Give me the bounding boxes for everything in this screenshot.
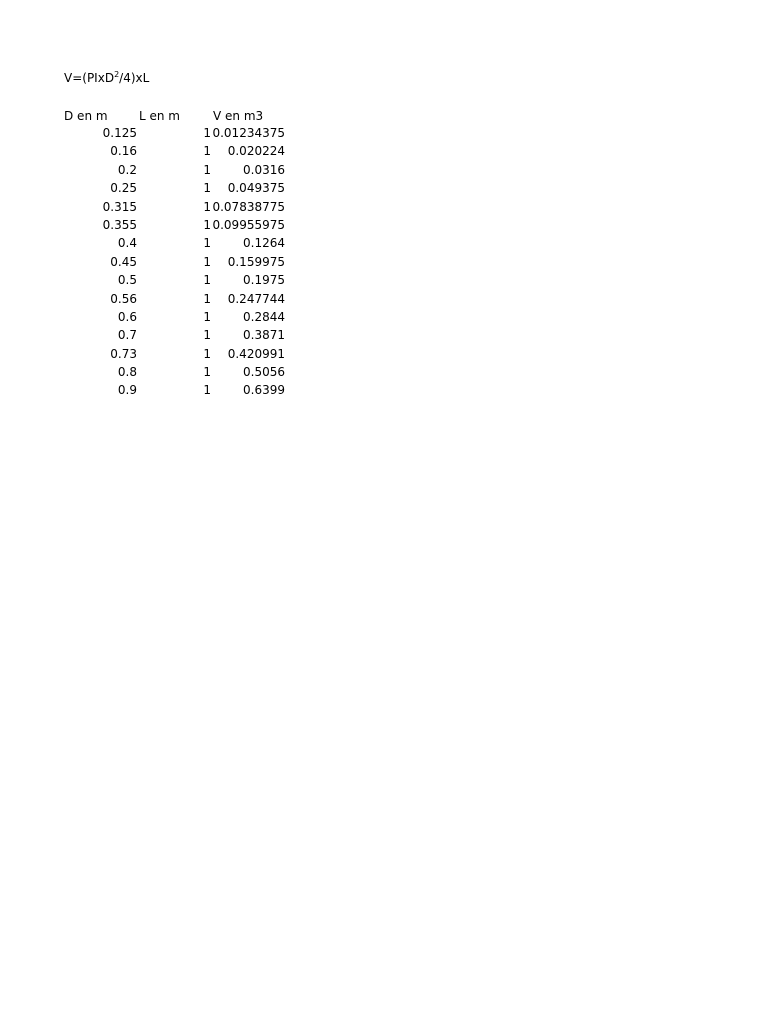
cell-diameter: 0.16 — [110, 144, 137, 159]
cell-diameter: 0.7 — [117, 328, 137, 343]
cell-diameter: 0.25 — [110, 181, 137, 196]
cell-length: 1 — [203, 199, 211, 214]
cell-diameter: 0.56 — [110, 291, 137, 306]
formula-suffix: /4)xL — [119, 71, 150, 85]
table-row — [0, 125, 768, 143]
header-volume: V en m3 — [213, 109, 264, 123]
table-row — [0, 180, 768, 198]
cell-diameter: 0.5 — [117, 273, 137, 288]
cell-length: 1 — [203, 162, 211, 177]
cell-diameter: 0.355 — [102, 217, 137, 232]
table-row — [0, 364, 768, 382]
table-row — [0, 327, 768, 345]
cell-diameter: 0.4 — [117, 236, 137, 251]
cell-length: 1 — [203, 254, 211, 269]
cell-length: 1 — [203, 346, 211, 361]
table-row — [0, 199, 768, 217]
cell-volume: 0.07838775 — [212, 199, 285, 214]
cell-length: 1 — [203, 291, 211, 306]
cell-volume: 0.6399 — [243, 383, 285, 398]
cell-length: 1 — [203, 365, 211, 380]
table-row — [0, 272, 768, 290]
table-row — [0, 254, 768, 272]
cell-volume: 0.247744 — [227, 291, 285, 306]
cell-length: 1 — [203, 236, 211, 251]
cell-volume: 0.5056 — [243, 365, 285, 380]
cell-diameter: 0.2 — [117, 162, 137, 177]
table-row — [0, 143, 768, 161]
cell-volume: 0.3871 — [243, 328, 285, 343]
cell-diameter: 0.125 — [102, 126, 137, 140]
cell-diameter: 0.73 — [110, 346, 137, 361]
formula-prefix: V=(PIxD — [64, 71, 115, 85]
cell-volume: 0.049375 — [227, 181, 285, 196]
cell-volume: 0.01234375 — [212, 126, 285, 140]
cell-length: 1 — [203, 181, 211, 196]
cell-volume: 0.0316 — [243, 162, 285, 177]
cell-diameter: 0.8 — [117, 365, 137, 380]
cell-diameter: 0.315 — [102, 199, 137, 214]
cell-length: 1 — [203, 309, 211, 324]
cell-length: 1 — [203, 328, 211, 343]
header-diameter: D en m — [64, 109, 108, 123]
cell-volume: 0.020224 — [227, 144, 285, 159]
cell-length: 1 — [203, 144, 211, 159]
cell-length: 1 — [203, 383, 211, 398]
cell-length: 1 — [203, 217, 211, 232]
header-length: L en m — [139, 109, 180, 123]
cell-length: 1 — [203, 126, 211, 140]
cell-volume: 0.1264 — [243, 236, 285, 251]
formula-superscript: 2 — [114, 70, 120, 79]
cell-length: 1 — [203, 273, 211, 288]
cell-volume: 0.2844 — [243, 309, 285, 324]
table-row — [0, 217, 768, 235]
table-row — [0, 309, 768, 327]
table-row — [0, 235, 768, 253]
table-header — [0, 108, 768, 124]
table-row — [0, 382, 768, 400]
cell-volume: 0.09955975 — [212, 217, 285, 232]
cell-volume: 0.159975 — [227, 254, 285, 269]
table-row — [0, 162, 768, 180]
cell-volume: 0.1975 — [243, 273, 285, 288]
cell-diameter: 0.45 — [110, 254, 137, 269]
table-body — [0, 125, 768, 401]
cell-diameter: 0.6 — [117, 309, 137, 324]
cell-volume: 0.420991 — [227, 346, 285, 361]
table-row — [0, 346, 768, 364]
formula-text — [64, 70, 149, 86]
table-row — [0, 291, 768, 309]
cell-diameter: 0.9 — [117, 383, 137, 398]
